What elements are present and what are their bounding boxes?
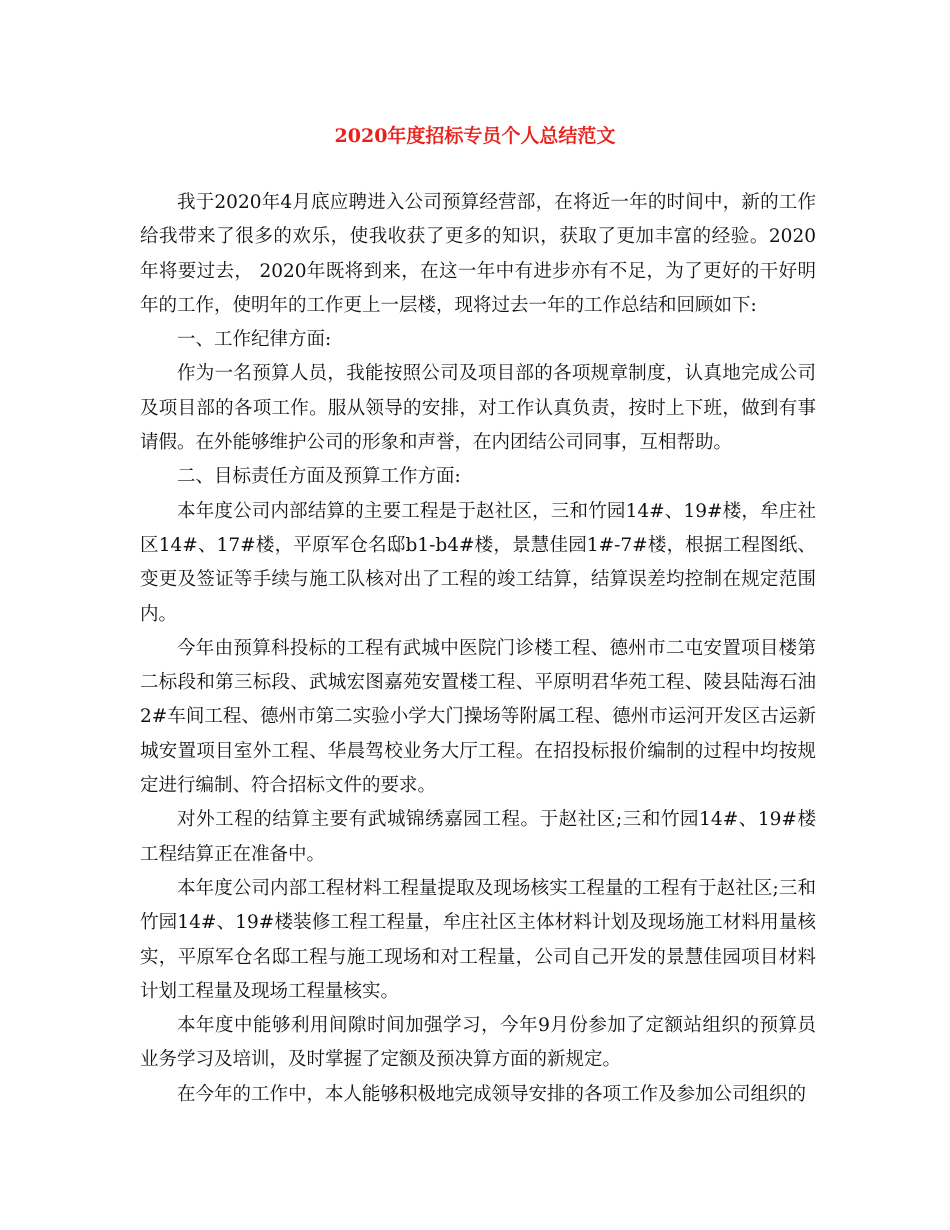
paragraph-discipline: 作为一名预算人员，我能按照公司及项目部的各项规章制度，认真地完成公司及项目部的各项工作。服从领导的安排，对工作认真负责，按时上下班，做到有事请假。在外能够维护公司的形象和声誉，在内团结公司同事，互相帮助。 [140, 363, 816, 454]
paragraph-internal-settlement: 本年度公司内部结算的主要工程是于赵社区，三和竹园14#、19#楼，牟庄社区14#、17#楼，平原军仓名邸b1-b4#楼，景慧佳园1#-7#楼，根据工程图纸、变更及签证等手续与施工队核对出了工程的竣工结算，结算误差均控制在规定范围内。 [140, 500, 816, 625]
paragraph-conclusion-start: 在今年的工作中，本人能够积极地完成领导安排的各项工作及参加公司组织的 [177, 1083, 807, 1105]
paragraph-bidding-projects: 今年由预算科投标的工程有武城中医院门诊楼工程、德州市二屯安置项目楼第二标段和第三标段、武城宏图嘉苑安置楼工程、平原明君华苑工程、陵县陆海石油2#车间工程、德州市第二实验小学大门操场等附属工程、德州市运河开发区古运新城安置项目室外工程、华晨驾校业务大厅工程。在招投标报价编制的过程中均按规定进行编制、符合招标文件的要求。 [140, 637, 816, 797]
section-heading-budget-work: 二、目标责任方面及预算工作方面: [177, 466, 461, 488]
paragraph-material-quantities: 本年度公司内部工程材料工程量提取及现场核实工程量的工程有于赵社区;三和竹园14#、19#楼装修工程工程量，牟庄社区主体材料计划及现场施工材料用量核实，平原军仓名邸工程与施工现场和对工程量，公司自己开发的景慧佳园项目材料计划工程量及现场工程量核实。 [140, 877, 816, 1002]
paragraph-intro: 我于2020年4月底应聘进入公司预算经营部，在将近一年的时间中，新的工作给我带来了很多的欢乐，使我收获了更多的知识，获取了更加丰富的经验。2020年将要过去， 2020年既将到来，在这一年中有进步亦有不足，为了更好的干好明年的工作，使明年的工作更上一层楼，现将过去一年的工作总结和回顾如下: [140, 192, 816, 316]
document-title: 2020年度招标专员个人总结范文 [334, 125, 616, 147]
paragraph-training: 本年度中能够利用间隙时间加强学习，今年9月份参加了定额站组织的预算员业务学习及培训，及时掌握了定额及预决算方面的新规定。 [140, 1015, 816, 1071]
paragraph-external-settlement: 对外工程的结算主要有武城锦绣嘉园工程。于赵社区;三和竹园14#、19#楼工程结算正在准备中。 [140, 809, 816, 865]
section-heading-discipline: 一、工作纪律方面: [177, 329, 332, 351]
document-body [140, 186, 816, 1112]
